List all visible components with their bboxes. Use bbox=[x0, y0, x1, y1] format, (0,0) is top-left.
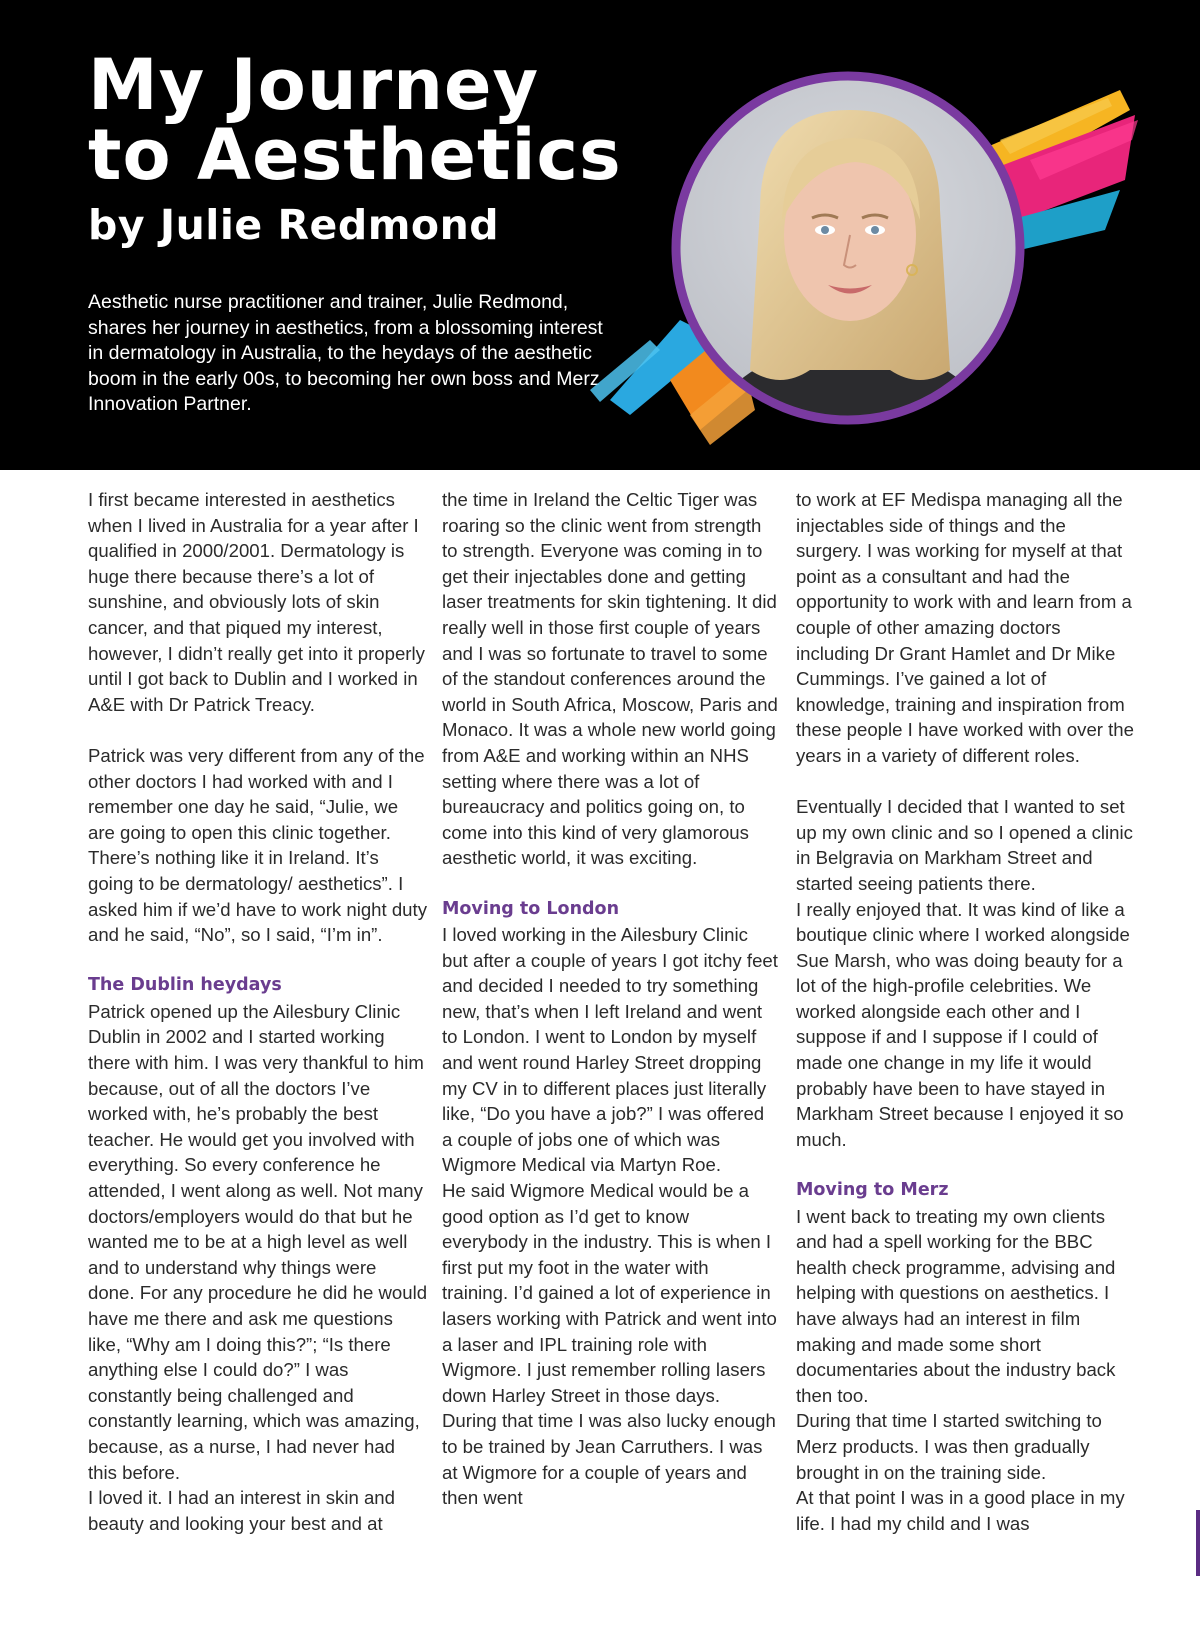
title-line-2: to Aesthetics bbox=[88, 114, 622, 196]
column1-paragraph-2: Patrick was very different from any of the other doctors I had worked with and I remember one day he said, “Julie, we are going to open this clinic together. There’s nothing like it in Ireland. It’s going to be dermatology/ aesthetics”. I asked him if we’d have to work night duty and he said, “No”, so I said, “I’m in”. bbox=[88, 744, 427, 946]
column3-paragraph-1: to work at EF Medispa managing all the injectables side of things and the surgery. I was working for myself at that point as a consultant and had the opportunity to work with and learn from a couple of other amazing doctors including Dr Grant Hamlet and Dr Mike Cummings. I’ve gained a lot of knowledge, training and inspiration from these people I have worked with over the years in a variety of different roles. bbox=[796, 489, 1134, 766]
column1-paragraph-1: I first became interested in aesthetics when I lived in Australia for a year after I qualified in 2000/2001. Dermatology is huge there because there’s a lot of sunshine, and obviously lots of skin cancer, and that piqued my interest, however, I didn’t really get into it properly until I got back to Dublin and I worked in A&E with Dr Patrick Treacy. bbox=[88, 489, 425, 715]
title-line-1: My Journey bbox=[88, 44, 540, 126]
author-byline: by Julie Redmond bbox=[88, 201, 500, 249]
section-heading-moving-to-london: Moving to London bbox=[442, 898, 620, 919]
column3-paragraph-3: I really enjoyed that. It was kind of like a boutique clinic where I worked alongside Sue Marsh, who was doing beauty for a lot of the high-profile celebrities. We worked alongside each other and I suppose if and I suppose if I could of made one change in my life it would probably have been to have stayed in Markham Street because I enjoyed it so much. bbox=[796, 898, 1130, 1150]
article-intro: Aesthetic nurse practitioner and trainer, Julie Redmond, shares her journey in aesthetics, from a blossoming interest in dermatology in Australia, to the heydays of the aesthetic boom in the early 00s, to becoming her own boss and Merz Innovation Partner. bbox=[88, 291, 603, 415]
article-column-3 bbox=[796, 487, 1136, 1536]
section-heading-moving-to-merz: Moving to Merz bbox=[796, 1180, 949, 1201]
column2-paragraph-1: the time in Ireland the Celtic Tiger was roaring so the clinic went from strength to strength. Everyone was coming in to get their injectables done and getting laser treatments for skin tightening. It did really well in those first couple of years and I was so fortunate to travel to some of the standout conferences around the world in South Africa, Moscow, Paris and Monaco. It was a whole new world going from A&E and working within an NHS setting where there was a lot of bureaucracy and politics going on, to come into this kind of very glamorous aesthetic world, it was exciting. bbox=[442, 489, 778, 869]
page-edge-marker bbox=[1196, 1510, 1200, 1576]
article-header bbox=[0, 0, 1200, 470]
column2-paragraph-2: I loved working in the Ailesbury Clinic but after a couple of years I got itchy feet and decided I needed to try something new, that’s when I left Ireland and went to London. I went to London by myself and went round Harley Street dropping my CV in to different places just literally like, “Do you have a job?” I was offered a couple of jobs one of which was Wigmore Medical via Martyn Roe. bbox=[442, 924, 778, 1176]
column3-paragraph-2: Eventually I decided that I wanted to set up my own clinic and so I opened a clinic in Belgravia on Markham Street and started seeing patients there. bbox=[796, 796, 1133, 894]
column1-paragraph-4: I loved it. I had an interest in skin and beauty and looking your best and at bbox=[88, 1487, 395, 1534]
section-heading-dublin-heydays: The Dublin heydays bbox=[88, 975, 282, 996]
column2-paragraph-3: He said Wigmore Medical would be a good option as I’d get to know everybody in the industry. This is when I first put my foot in the water with training. I’d gained a lot of experience in lasers working with Patrick and went into a laser and IPL training role with Wigmore. I just remember rolling lasers down Harley Street in those days. During that time I was also lucky enough to be trained by Jean Carruthers. I was at Wigmore for a couple of years and then went bbox=[442, 1180, 777, 1509]
article-column-2 bbox=[442, 487, 778, 1511]
column1-paragraph-3: Patrick opened up the Ailesbury Clinic Dublin in 2002 and I started working there with him. I was very thankful to him because, out of all the doctors I’ve worked with, he’s probably the best teacher. He would get you involved with everything. So every conference he attended, I went along as well. Not many doctors/employers would do that but he wanted me to be at a high level as well and to understand why things were done. For any procedure he did he would have me there and ask me questions like, “Why am I doing this?”; “Is there anything else I could do?” I was constantly being challenged and constantly learning, which was amazing, because, as a nurse, I had never had this before. bbox=[88, 1000, 428, 1483]
column3-paragraph-6: At that point I was in a good place in my life. I had my child and I was bbox=[796, 1487, 1125, 1534]
article-title bbox=[88, 44, 622, 196]
portrait-graphic bbox=[560, 70, 1140, 470]
column3-paragraph-5: During that time I started switching to Merz products. I was then gradually brought in on the training side. bbox=[796, 1410, 1102, 1483]
portrait-svg bbox=[560, 70, 1140, 470]
article-column-1 bbox=[88, 487, 428, 1536]
column3-paragraph-4: I went back to treating my own clients and had a spell working for the BBC health check programme, advising and helping with questions on aesthetics. I have always had an interest in film making and made some short documentaries about the industry back then too. bbox=[796, 1205, 1116, 1406]
